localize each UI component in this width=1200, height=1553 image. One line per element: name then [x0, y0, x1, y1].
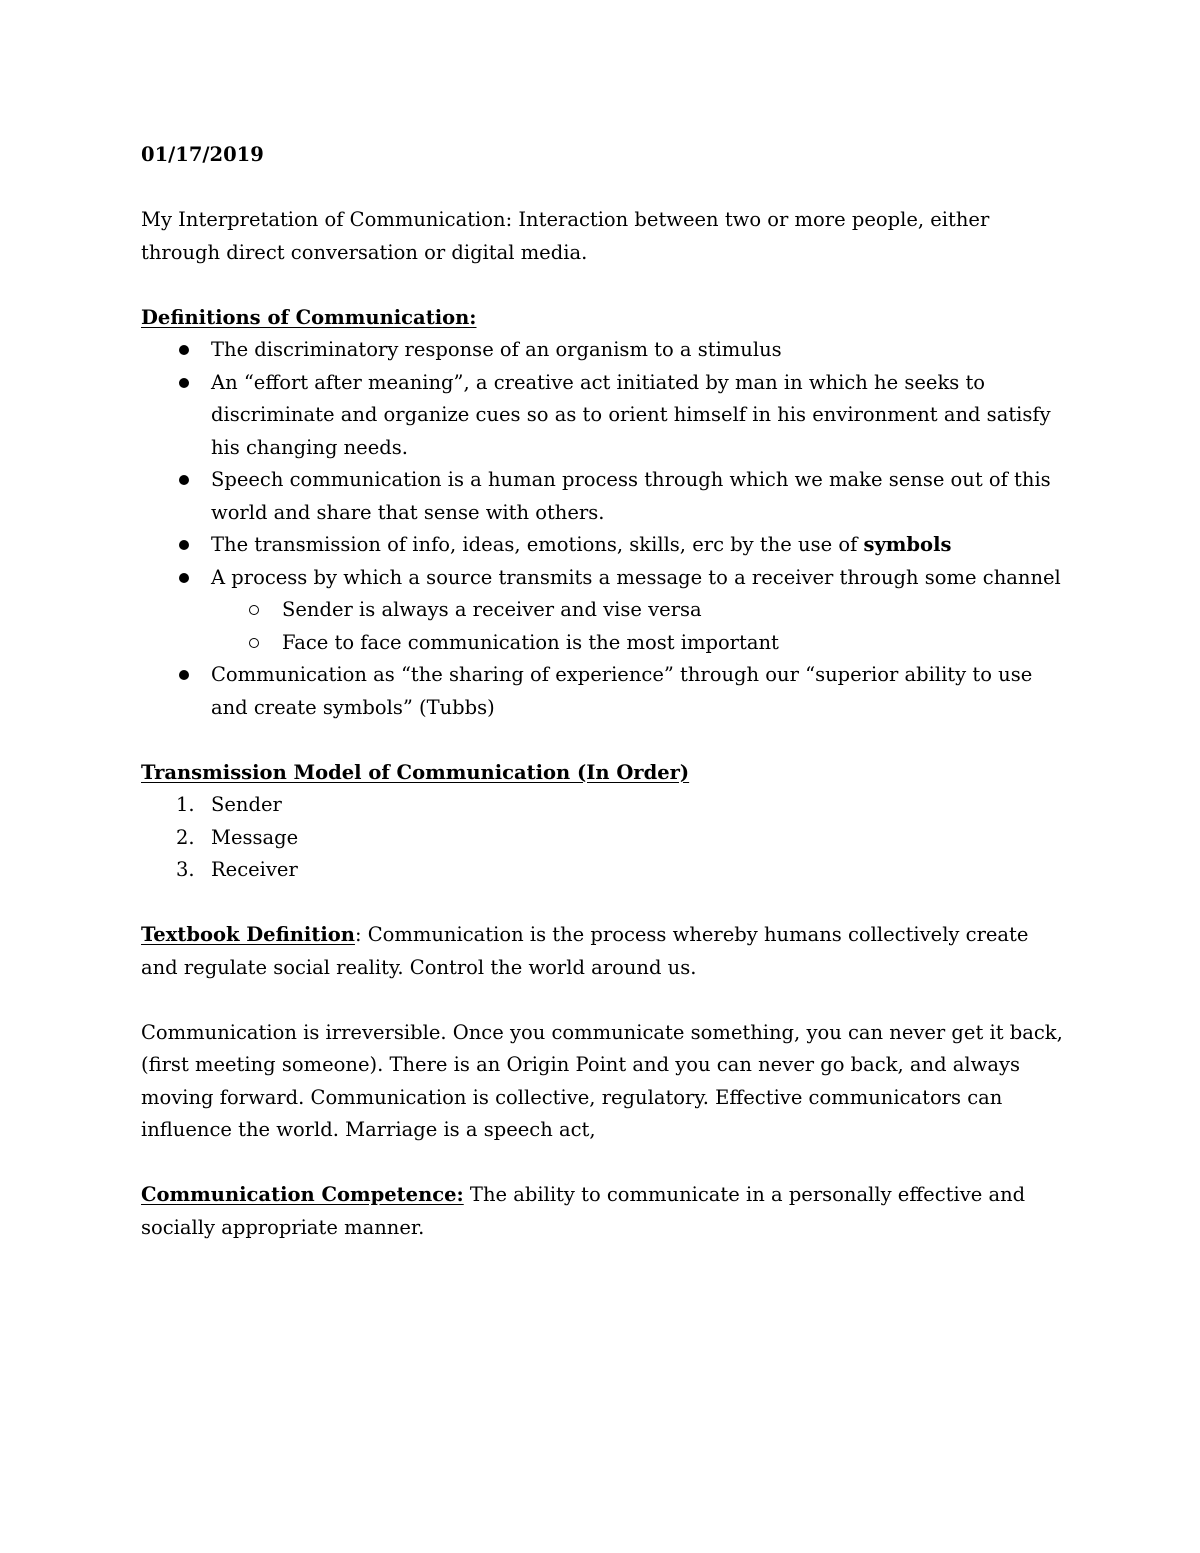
list-item-text: Receiver [211, 858, 298, 881]
list-item [141, 659, 1071, 724]
definitions-heading: Definitions of Communication: [141, 305, 477, 329]
bullet-icon [179, 540, 189, 550]
list-item [141, 367, 1071, 465]
list-item [141, 334, 1071, 367]
list-number: 3. [176, 858, 195, 881]
list-item-text: Communication as “the sharing of experience” through our “superior ability to use and create symbols” (Tubbs) [211, 663, 1033, 719]
competence-text: The ability to communicate in a personally effective and socially appropriate manner. [141, 1183, 1026, 1239]
bullet-icon [179, 378, 189, 388]
list-item [141, 464, 1071, 529]
sub-list [141, 594, 1071, 659]
list-item-text: The transmission of info, ideas, emotions, skills, erc by the use of [211, 533, 864, 556]
transmission-heading: Transmission Model of Communication (In Order) [141, 760, 690, 784]
bullet-icon [179, 573, 189, 583]
bullet-icon [179, 475, 189, 485]
spacer [141, 887, 1071, 920]
transmission-list [141, 789, 1071, 887]
bold-term: symbols [863, 533, 952, 556]
spacer [141, 984, 1071, 1017]
competence-heading: Communication Competence: [141, 1183, 464, 1206]
list-number: 2. [176, 825, 195, 849]
spacer [141, 269, 1071, 302]
irreversible-paragraph: Communication is irreversible. Once you communicate something, you can never get it back, (first meeting someone). There is an Origin Point and you can never go back, and always moving forward. Communication is collective, regulatory. Effective communicators can influence the world. Marriage is a speech act, [141, 1020, 1063, 1141]
list-item-text: Speech communication is a human process through which we make sense out of this world and share that sense with others. [211, 468, 1051, 524]
hollow-bullet-icon [249, 605, 259, 615]
textbook-paragraph [141, 919, 1071, 984]
list-item-text: An “effort after meaning”, a creative act initiated by man in which he seeks to discriminate and organize cues so as to orient himself in his environment and satisfy his changing needs. [211, 370, 1051, 459]
bullet-icon [179, 345, 189, 355]
list-item-text: Message [211, 825, 299, 849]
bullet-icon [179, 670, 189, 680]
spacer [141, 1147, 1071, 1180]
list-item [141, 854, 1071, 887]
list-item [141, 529, 1071, 562]
list-item [141, 562, 1071, 660]
list-item [141, 789, 1071, 822]
competence-paragraph [141, 1179, 1071, 1244]
note-date: 01/17/2019 [141, 143, 264, 166]
sub-list-item [141, 594, 1071, 627]
spacer [141, 172, 1071, 205]
document-content [141, 139, 1071, 1244]
textbook-heading: Textbook Definition [141, 923, 355, 946]
definitions-list [141, 334, 1071, 724]
sub-list-item-text: Sender is always a receiver and vise versa [282, 598, 702, 621]
hollow-bullet-icon [249, 638, 259, 648]
list-item-text: A process by which a source transmits a message to a receiver through some channel [211, 565, 1061, 589]
list-item-text: Sender [211, 793, 282, 816]
list-item-text: The discriminatory response of an organism to a stimulus [211, 338, 782, 361]
sub-list-item-text: Face to face communication is the most important [282, 630, 779, 654]
textbook-text: : Communication is the process whereby humans collectively create and regulate social reality. Control the world around us. [141, 923, 1029, 979]
spacer [141, 724, 1071, 757]
list-item [141, 822, 1071, 855]
list-number: 1. [176, 793, 195, 816]
interpretation-paragraph: My Interpretation of Communication: Interaction between two or more people, either through direct conversation or digital media. [141, 208, 990, 264]
sub-list-item [141, 627, 1071, 660]
